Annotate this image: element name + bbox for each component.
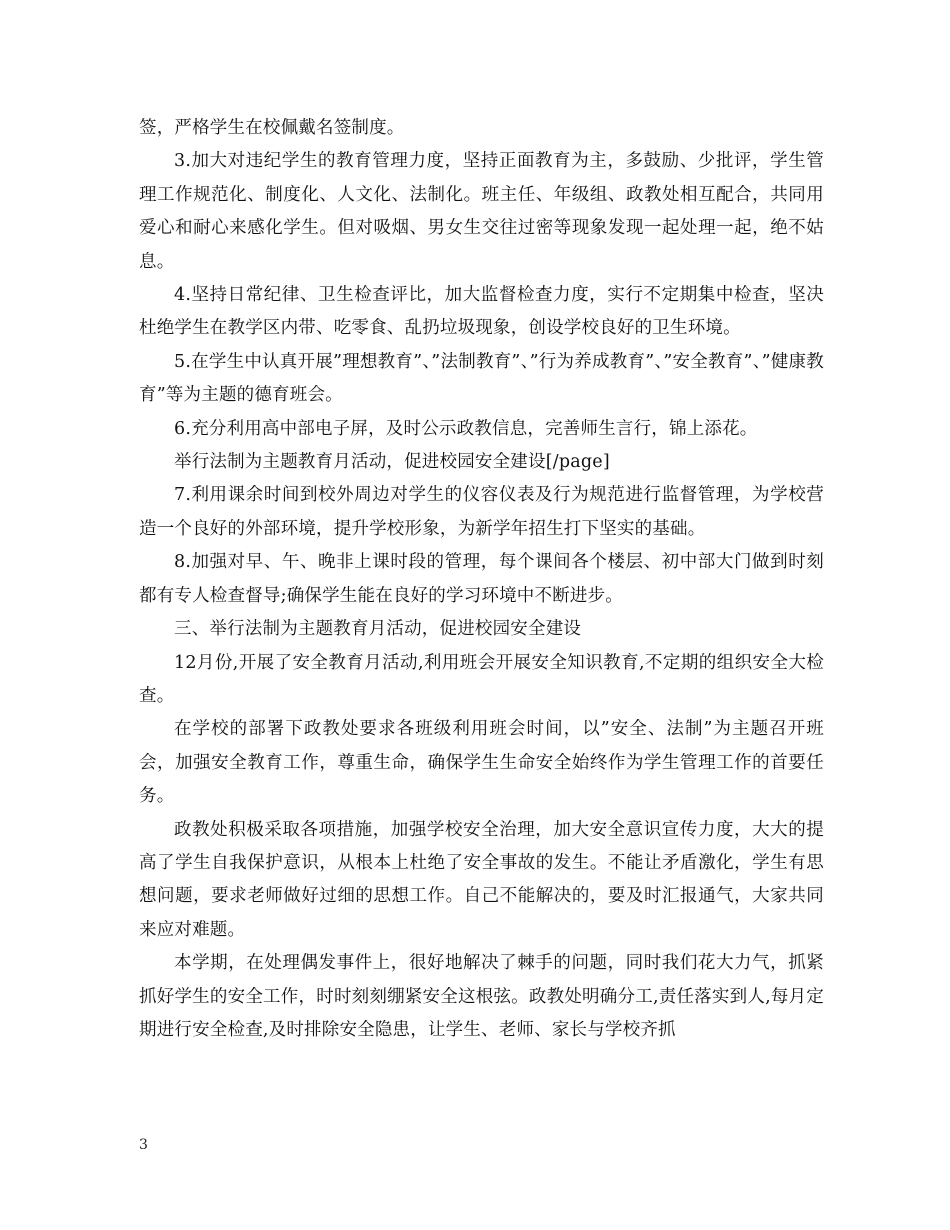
paragraph-3: 4.坚持日常纪律、卫生检查评比，加大监督检查力度，实行不定期集中检查，坚决杜绝学生在教学区内带、吃零食、乱扔垃圾现象，创设学校良好的卫生环境。 [139,285,824,339]
page-number: 3 [139,1137,148,1153]
paragraph-1: 签，严格学生在校佩戴名签制度。 [139,118,405,138]
paragraph-2: 3.加大对违纪学生的教育管理力度，坚持正面教育为主，多鼓励、少批评，学生管理工作规范化、制度化、人文化、法制化。班主任、年级组、政教处相互配合，共同用爱心和耐心来感化学生。但对吸烟、男女生交往过密等现象发现一起处理一起，绝不姑息。 [139,151,824,272]
paragraph-4: 5.在学生中认真开展”理想教育”、”法制教育”、”行为养成教育”、”安全教育”、”健康教育”等为主题的德育班会。 [139,351,824,406]
paragraph-8: 8.加强对早、午、晚非上课时段的管理，每个课间各个楼层、初中部大门做到时刻都有专人检查督导;确保学生能在良好的学习环境中不断进步。 [139,552,824,606]
section-heading: 三、举行法制为主题教育月活动，促进校园安全建设 [174,619,582,640]
paragraph-12: 政教处积极采取各项措施，加强学校安全治理，加大安全意识宣传力度，大大的提高了学生自我保护意识，从根本上杜绝了安全事故的发生。不能让矛盾激化，学生有思想问题，要求老师做好过细的思想工作。自己不能解决的，要及时汇报通气，大家共同来应对难题。 [139,819,824,940]
paragraph-11: 在学校的部署下政教处要求各班级利用班会时间，以”安全、法制”为主题召开班会，加强安全教育工作，尊重生命，确保学生生命安全始终作为学生管理工作的首要任务。 [139,719,824,807]
paragraph-10: 12月份,开展了安全教育月活动,利用班会开展安全知识教育,不定期的组织安全大检查。 [139,652,824,706]
paragraph-6: 举行法制为主题教育月活动，促进校园安全建设[/page] [174,452,610,473]
paragraph-7: 7.利用课余时间到校外周边对学生的仪容仪表及行为规范进行监督管理，为学校营造一个良好的外部环境，提升学校形象，为新学年招生打下坚实的基础。 [139,485,824,539]
paragraph-13: 本学期，在处理偶发事件上，很好地解决了棘手的问题，同时我们花大力气，抓紧抓好学生的安全工作，时时刻刻绷紧安全这根弦。政教处明确分工,责任落实到人,每月定期进行安全检查,及时排除安全隐患，让学生、老师、家长与学校齐抓 [139,953,824,1040]
paragraph-5: 6.充分利用高中部电子屏，及时公示政教信息，完善师生言行，锦上添花。 [174,418,758,439]
document-body [139,112,824,1047]
